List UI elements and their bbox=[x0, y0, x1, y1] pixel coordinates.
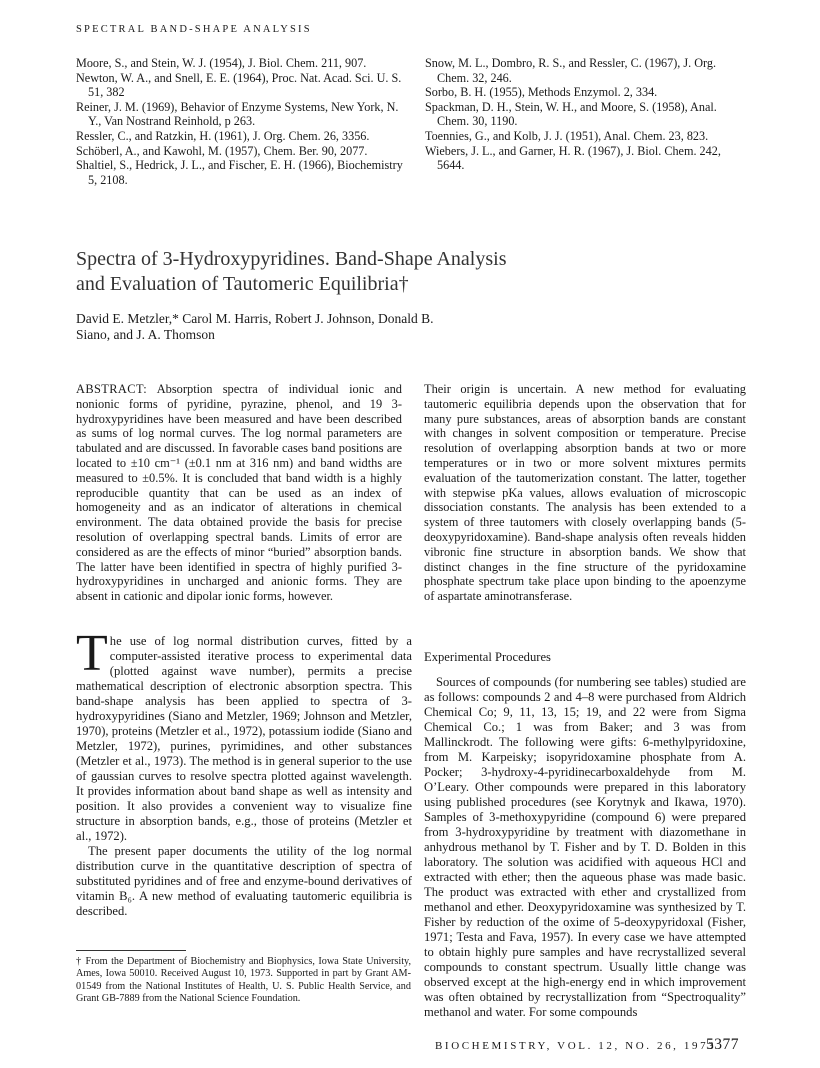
article-title-line: Spectra of 3-Hydroxypyridines. Band-Shape Analysis bbox=[76, 248, 507, 270]
intro-paragraph bbox=[76, 625, 412, 844]
article-title-line: and Evaluation of Tautomeric Equilibria† bbox=[76, 273, 409, 295]
body-left-column bbox=[76, 625, 412, 919]
reference-item: Sorbo, B. H. (1955), Methods Enzymol. 2, 334. bbox=[425, 85, 658, 100]
abstract-right bbox=[424, 382, 746, 604]
abstract-left bbox=[76, 382, 402, 604]
intro-paragraph-2: The present paper documents the utility of the log normal distribution curve in the quantitative description of spectra of substituted pyridines and of free and enzyme-bound derivatives of vitamin B₆. A new method of evaluating tautomeric equilibria is described. bbox=[76, 844, 412, 918]
abstract-text: Absorption spectra of individual ionic and nonionic forms of pyridine, pyrazine, phenol, and 19 3-hydroxypyridines have been measured and have been described as sums of log normal curves. The log normal parameters are tabulated and are discussed. In favorable cases band positions are located to ±10 cm⁻¹ (±0.1 nm at 316 nm) and band widths are measured to ±0.5%. It is concluded that band width is a highly reproducible quantity that can be used as an index of homogeneity and as an indicator of alterations in chemical environment. The data obtained provide the basis for precise resolution of overlapping spectral bands. Limits of error are considered as are the effects of minor “buried” absorption bands. The latter have been identified in spectra of highly purified 3-hydroxypyridines in uncharged and anionic forms. They are absent in cationic and dipolar ionic forms, however. bbox=[76, 382, 402, 604]
footnote-rule bbox=[76, 950, 186, 951]
footnote: † From the Department of Biochemistry and Biophysics, Iowa State University, Ames, Iowa 50010. Received August 10, 1973. Supported in part by Grant AM-01549 from the National Institutes of Health, U. S. Public Health Service, and Grant GB-7889 from the National Science Foundation. bbox=[76, 956, 411, 1005]
reference-item: Spackman, D. H., Stein, W. H., and Moore, S. (1958), Anal. Chem. 30, 1190. bbox=[425, 99, 717, 129]
reference-item: Toennies, G., and Kolb, J. J. (1951), Anal. Chem. 23, 823. bbox=[425, 128, 709, 143]
reference-item: Moore, S., and Stein, W. J. (1954), J. Biol. Chem. 211, 907. bbox=[76, 56, 367, 70]
body-right-column bbox=[424, 650, 746, 1020]
reference-item: Reiner, J. M. (1969), Behavior of Enzyme Systems, New York, N. Y., Van Nostrand Reinhold, p 263. bbox=[76, 99, 399, 129]
abstract-label: ABSTRACT: bbox=[76, 382, 148, 396]
author-list: David E. Metzler,* Carol M. Harris, Robert J. Johnson, Donald B. Siano, and J. A. Thomson bbox=[76, 311, 434, 342]
reference-item: Newton, W. A., and Snell, E. E. (1964), Proc. Nat. Acad. Sci. U. S. 51, 382 bbox=[76, 70, 402, 100]
journal-footer: BIOCHEMISTRY, VOL. 12, NO. 26, 1973 bbox=[435, 1040, 717, 1052]
reference-item: Shaltiel, S., Hedrick, J. L., and Fischer, E. H. (1966), Biochemistry 5, 2108. bbox=[76, 158, 403, 187]
intro-text: he use of log normal distribution curves, fitted by a computer-assisted iterative process to experimental data (plotted against wave number), permits a precise mathematical description of electronic absorption spectra. This band-shape analysis has been applied to spectra of 3-hydroxypyridines (Siano and Metzler, 1969; Johnson and Metzler, 1970), proteins (Metzler et al., 1972), potassium iodide (Siano and Metzler, 1972), purines, pyrimidines, and other substances (Metzler et al., 1973). The method is in general superior to the use of gaussian curves to resolve spectra plotted against wavelength. It provides information about band shape as well as intensity and position. It also provides a convenient way to visualize fine structure in absorption bands, e.g., those of proteins (Metzler et al., 1972). bbox=[76, 634, 412, 843]
reference-item: Snow, M. L., Dombro, R. S., and Ressler, C. (1967), J. Org. Chem. 32, 246. bbox=[425, 56, 716, 85]
references-left-column bbox=[76, 56, 414, 187]
experimental-paragraph: Sources of compounds (for numbering see tables) studied are as follows: compounds 2 and 4–8 were purchased from Aldrich Chemical Co; 9, 11, 13, 15; 19, and 22 were from Sigma Chemical Co.; 1 was from Baker; and 3 was from Mallinckrodt. The following were gifts: 6-methylpyridoxine, from M. Karpeisky; isopyridoxamine phosphate from A. Pocker; 3-hydroxy-4-pyridinecarboxaldehyde from M. O’Leary. Other compounds were prepared in this laboratory using published procedures (see Korytnyk and Ikawa, 1970). Samples of 3-methoxypyridine (compound 6) were prepared from 3-hydroxypyridine by treatment with diazomethane in anhydrous methanol by T. Fisher and by T. D. Bolden in this laboratory. The solution was acidified with aqueous HCl and extracted with ether; then the aqueous phase was made basic. The product was extracted with ether and crystallized from methanol and ether. Deoxypyridoxamine was synthesized by T. Fisher by reduction of the oxime of 5-deoxypyridoxal (Fisher, 1971; Testa and Fava, 1957). In every case we have attempted to obtain highly pure samples and have recrystallized several compounds to constant spectrum. Usually little change was observed except at the high-energy end in which improvement was often obtained by recrystallization from “Spectroquality” methanol and water. For some compounds bbox=[424, 675, 746, 1019]
article-title bbox=[76, 247, 506, 297]
abstract-text: Their origin is uncertain. A new method for evaluating tautomeric equilibria depends upon the observation that for many pure substances, areas of absorption bands are constant with changes in solvent composition or temperature. Precise resolution of overlapping absorption bands at two or more temperatures or in two or more solvent mixtures permits evaluation of the tautomerization constant. The latter, together with stepwise pKa values, allows evaluation of microscopic dissociation constants. The analysis has been extended to a system of three tautomers with closely overlapping bands (5-deoxypyridoxamine). Band-shape analysis often reveals hidden vibronic fine structure in absorption bands. We show that distinct changes in the fine structure of the pyridoxamine phosphate spectrum take place upon binding to the apoenzyme of aspartate aminotransferase. bbox=[424, 382, 746, 604]
reference-item: Ressler, C., and Ratzkin, H. (1961), J. Org. Chem. 26, 3356. bbox=[76, 128, 370, 143]
page-number: 5377 bbox=[706, 1036, 739, 1053]
reference-item: Schöberl, A., and Kawohl, M. (1957), Chem. Ber. 90, 2077. bbox=[76, 143, 368, 158]
references-right-column bbox=[425, 56, 745, 173]
running-header: SPECTRAL BAND-SHAPE ANALYSIS bbox=[76, 24, 312, 35]
reference-item: Wiebers, J. L., and Garner, H. R. (1967), J. Biol. Chem. 242, 5644. bbox=[425, 143, 721, 173]
drop-cap: T bbox=[76, 625, 108, 682]
section-heading: Experimental Procedures bbox=[424, 650, 551, 664]
